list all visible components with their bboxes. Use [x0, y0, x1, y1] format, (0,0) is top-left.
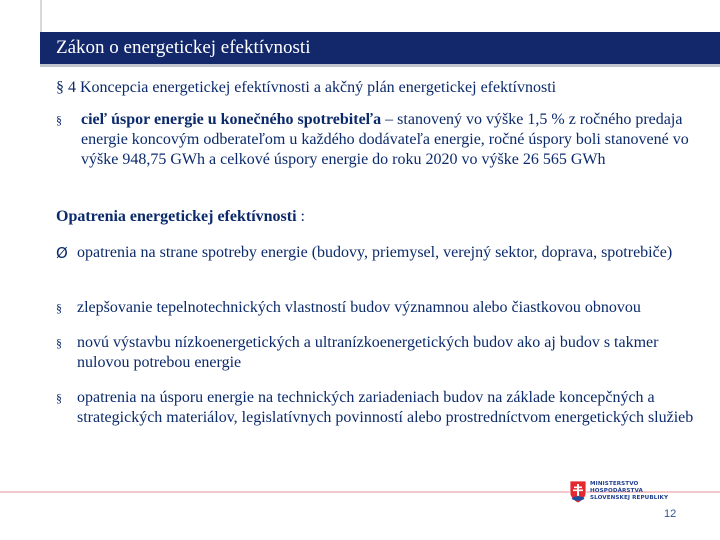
goal-bullet-rest: – stanovený vo výške 1,5 % z ročného predaja energie koncovým odberateľom u každého dodávateľa energie, ročné úspory boli stanovené vo výške 948,75 GWh a celkové úspory energie do roku 2020 vo výške 26 565 GWh — [81, 111, 689, 168]
logo-line: MINISTERSTVO — [590, 481, 639, 487]
square-bullet-icon: § — [56, 301, 62, 315]
logo-line: HOSPODÁRSTVA — [590, 488, 643, 494]
measures-heading-rest: : — [296, 208, 305, 225]
list-item-text: opatrenia na strane spotreby energie (budovy, priemysel, verejný sektor, doprava, spotrebiče) — [77, 244, 673, 261]
square-bullet-icon: § — [56, 336, 62, 350]
list-item-text: novú výstavbu nízkoenergetických a ultranízkoenergetických budov ako aj budov s takmer nulovou potrebou energie — [77, 334, 659, 371]
list-item — [56, 298, 720, 318]
list-item — [56, 333, 706, 373]
goal-bullet — [56, 110, 706, 170]
page-number: 12 — [664, 508, 677, 520]
ministry-logo — [569, 480, 694, 504]
logo-line: SLOVENSKEJ REPUBLIKY — [590, 495, 669, 501]
measures-heading-bold: Opatrenia energetickej efektívnosti — [56, 208, 297, 225]
goal-bullet-text — [81, 110, 706, 170]
top-left-divider — [40, 0, 42, 32]
title-underline — [40, 64, 720, 67]
measures-heading — [56, 208, 305, 226]
arrow-bullet-icon: Ø — [56, 244, 68, 262]
ministry-logo-text — [590, 481, 668, 502]
list-item-text: zlepšovanie tepelnotechnických vlastností budov významnou alebo čiastkovou obnovou — [77, 299, 641, 316]
square-bullet-icon: § — [56, 391, 62, 405]
slide-title: Zákon o energetickej efektívnosti — [40, 32, 720, 64]
list-item-text: opatrenia na úsporu energie na technických zariadeniach budov na základe koncepčných a strategických materiálov, legislatívnych povinností alebo prostredníctvom energetických služieb — [77, 389, 694, 426]
list-item — [56, 388, 706, 428]
slovak-coat-of-arms-icon — [569, 480, 587, 504]
square-bullet-icon: § — [56, 113, 62, 127]
slide-subtitle: § 4 Koncepcia energetickej efektívnosti a akčný plán energetickej efektívnosti — [56, 79, 557, 96]
list-item — [56, 243, 706, 263]
goal-bullet-bold: cieľ úspor energie u konečného spotrebiteľa — [81, 111, 382, 128]
